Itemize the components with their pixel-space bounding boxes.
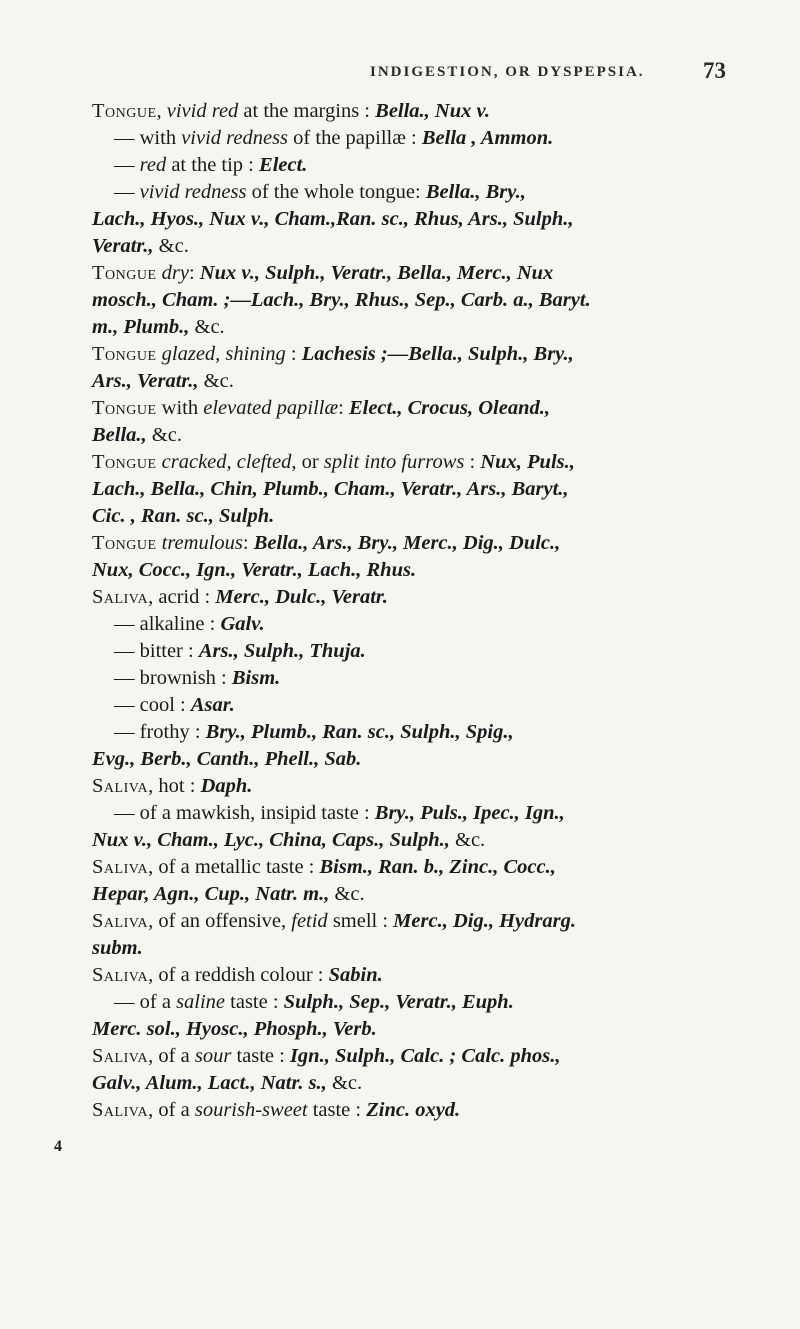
signature-mark: 4 <box>54 1138 62 1155</box>
text-run: &c. <box>449 829 486 851</box>
entry-heading: Tongue <box>92 262 157 284</box>
remedy-list: Elect. <box>259 154 308 176</box>
running-header <box>370 58 726 86</box>
text-run: : <box>464 451 481 473</box>
remedy-list: Bism. <box>231 667 281 689</box>
page-body-text <box>92 98 742 1124</box>
text-run: , of a <box>148 1099 195 1121</box>
text-run: at the margins : <box>238 100 376 122</box>
text-line <box>92 611 742 638</box>
text-run: : <box>242 532 254 554</box>
text-line <box>92 233 742 260</box>
text-line <box>92 125 742 152</box>
text-run: taste : <box>307 1099 367 1121</box>
text-line <box>92 638 742 665</box>
text-line <box>92 773 742 800</box>
text-run: &c. <box>189 316 225 338</box>
remedy-list: Galv. <box>220 613 265 635</box>
symptom-term: sourish-sweet <box>194 1099 308 1121</box>
text-line <box>92 1070 742 1097</box>
text-run: — of a <box>114 991 177 1013</box>
text-line <box>92 557 742 584</box>
text-run: &c. <box>198 370 234 392</box>
remedy-list: Bry., Plumb., Ran. sc., Sulph., Spig., <box>205 721 514 743</box>
text-run: , <box>156 100 167 122</box>
remedy-list: Veratr., <box>92 235 154 257</box>
text-line <box>92 341 742 368</box>
text-run: or <box>296 451 324 473</box>
symptom-term: vivid red <box>166 100 239 122</box>
text-line <box>92 476 742 503</box>
text-run: — of a mawkish, insipid taste : <box>114 802 375 824</box>
text-run: taste : <box>225 991 284 1013</box>
text-line <box>92 584 742 611</box>
remedy-list: Nux, Cocc., Ign., Veratr., Lach., Rhus. <box>92 559 417 581</box>
remedy-list: Ign., Sulph., Calc. ; Calc. phos., <box>289 1045 561 1067</box>
remedy-list: Lachesis ;—Bella., Sulph., Bry., <box>301 343 574 365</box>
text-line <box>92 719 742 746</box>
text-line <box>92 962 742 989</box>
text-run: — cool : <box>114 694 191 716</box>
remedy-list: Bella., <box>92 424 147 446</box>
symptom-term: tremulous <box>161 532 243 554</box>
entry-heading: Saliva <box>92 1045 149 1067</box>
remedy-list: Elect., Crocus, Oleand., <box>348 397 550 419</box>
text-line <box>92 368 742 395</box>
text-line <box>92 692 742 719</box>
text-run: — <box>114 181 140 203</box>
text-run: &c. <box>329 883 365 905</box>
text-run: , of a reddish colour : <box>148 964 329 986</box>
text-run: — <box>114 154 140 176</box>
text-run: &c. <box>146 424 182 446</box>
remedy-list: Merc. sol., Hyosc., Phosph., Verb. <box>92 1018 377 1040</box>
text-run: — alkaline : <box>114 613 221 635</box>
text-line <box>92 530 742 557</box>
symptom-term: split into furrows <box>323 451 465 473</box>
page-number: 73 <box>703 58 726 83</box>
entry-heading: Tongue <box>92 532 157 554</box>
remedy-list: Bella., Nux v. <box>375 100 490 122</box>
text-run: — brownish : <box>114 667 232 689</box>
text-line <box>92 206 742 233</box>
text-line <box>92 503 742 530</box>
remedy-list: mosch., Cham. ;—Lach., Bry., Rhus., Sep., Carb. a., Baryt. <box>92 289 591 311</box>
text-line <box>92 827 742 854</box>
text-run: of the whole tongue: <box>246 181 426 203</box>
symptom-term: fetid <box>291 910 328 932</box>
text-line <box>92 881 742 908</box>
text-run: : <box>285 343 302 365</box>
text-run: : <box>188 262 200 284</box>
entry-heading: Saliva <box>92 964 149 986</box>
symptom-term: glazed, shining <box>161 343 286 365</box>
remedy-list: Sabin. <box>328 964 383 986</box>
text-line <box>92 260 742 287</box>
text-line <box>92 800 742 827</box>
text-run: &c. <box>153 235 189 257</box>
remedy-list: Ars., Sulph., Thuja. <box>198 640 366 662</box>
symptom-term: red <box>139 154 167 176</box>
text-line <box>92 1097 742 1124</box>
text-line <box>92 854 742 881</box>
text-line <box>92 395 742 422</box>
text-line <box>92 179 742 206</box>
remedy-list: Nux v., Cham., Lyc., China, Caps., Sulph., <box>92 829 450 851</box>
symptom-term: saline <box>176 991 226 1013</box>
text-run: &c. <box>326 1072 363 1094</box>
remedy-list: Bry., Puls., Ipec., Ign., <box>374 802 565 824</box>
text-line <box>92 1043 742 1070</box>
text-run: , of a metallic taste : <box>148 856 320 878</box>
remedy-list: Merc., Dulc., Veratr. <box>215 586 388 608</box>
remedy-list: Daph. <box>200 775 253 797</box>
remedy-list: Merc., Dig., Hydrarg. <box>393 910 576 932</box>
symptom-term: cracked, clefted, <box>161 451 297 473</box>
remedy-list: Bella., Bry., <box>425 181 526 203</box>
text-run: — frothy : <box>114 721 206 743</box>
entry-heading: Saliva <box>92 586 149 608</box>
text-run: smell : <box>327 910 394 932</box>
text-run: taste : <box>231 1045 290 1067</box>
symptom-term: vivid redness <box>181 127 289 149</box>
symptom-term: dry <box>161 262 189 284</box>
text-run: with <box>156 397 204 419</box>
remedy-list: Galv., Alum., Lact., Natr. s., <box>92 1072 327 1094</box>
text-run: — bitter : <box>114 640 199 662</box>
text-run: , hot : <box>148 775 201 797</box>
remedy-list: Bella , Ammon. <box>421 127 554 149</box>
entry-heading: Tongue <box>92 451 157 473</box>
text-line <box>92 449 742 476</box>
text-run: , acrid : <box>148 586 216 608</box>
text-line <box>92 665 742 692</box>
entry-heading: Saliva <box>92 910 149 932</box>
entry-heading: Tongue <box>92 397 157 419</box>
remedy-list: Zinc. oxyd. <box>366 1099 461 1121</box>
entry-heading: Saliva <box>92 1099 149 1121</box>
text-run: at the tip : <box>166 154 260 176</box>
remedy-list: Bism., Ran. b., Zinc., Cocc., <box>319 856 556 878</box>
remedy-list: Ars., Veratr., <box>92 370 199 392</box>
remedy-list: Bella., Ars., Bry., Merc., Dig., Dulc., <box>253 532 561 554</box>
text-line <box>92 908 742 935</box>
text-line <box>92 314 742 341</box>
text-line <box>92 989 742 1016</box>
text-line <box>92 1016 742 1043</box>
text-line <box>92 98 742 125</box>
text-run: , of an offensive, <box>148 910 292 932</box>
text-run: : <box>338 397 349 419</box>
remedy-list: Lach., Bella., Chin, Plumb., Cham., Veratr., Ars., Baryt., <box>92 478 569 500</box>
text-run: — with <box>114 127 182 149</box>
remedy-list: Nux v., Sulph., Veratr., Bella., Merc., Nux <box>199 262 554 284</box>
entry-heading: Saliva <box>92 856 149 878</box>
text-line <box>92 935 742 962</box>
remedy-list: m., Plumb., <box>92 316 190 338</box>
text-run: of the papillæ : <box>288 127 422 149</box>
remedy-list: Hepar, Agn., Cup., Natr. m., <box>92 883 330 905</box>
remedy-list: subm. <box>92 937 143 959</box>
remedy-list: Asar. <box>190 694 235 716</box>
remedy-list: Cic. , Ran. sc., Sulph. <box>92 505 275 527</box>
symptom-term: sour <box>194 1045 232 1067</box>
entry-heading: Tongue <box>92 100 157 122</box>
text-line <box>92 422 742 449</box>
remedy-list: Lach., Hyos., Nux v., Cham.,Ran. sc., Rhus, Ars., Sulph., <box>92 208 574 230</box>
remedy-list: Evg., Berb., Canth., Phell., Sab. <box>92 748 362 770</box>
entry-heading: Saliva <box>92 775 149 797</box>
remedy-list: Sulph., Sep., Veratr., Euph. <box>283 991 514 1013</box>
running-title: INDIGESTION, OR DYSPEPSIA. <box>370 64 645 80</box>
text-line <box>92 287 742 314</box>
text-line <box>92 746 742 773</box>
remedy-list: Nux, Puls., <box>480 451 575 473</box>
entry-heading: Tongue <box>92 343 157 365</box>
symptom-term: elevated papillæ <box>203 397 339 419</box>
text-run: , of a <box>148 1045 195 1067</box>
symptom-term: vivid redness <box>139 181 247 203</box>
text-line <box>92 152 742 179</box>
